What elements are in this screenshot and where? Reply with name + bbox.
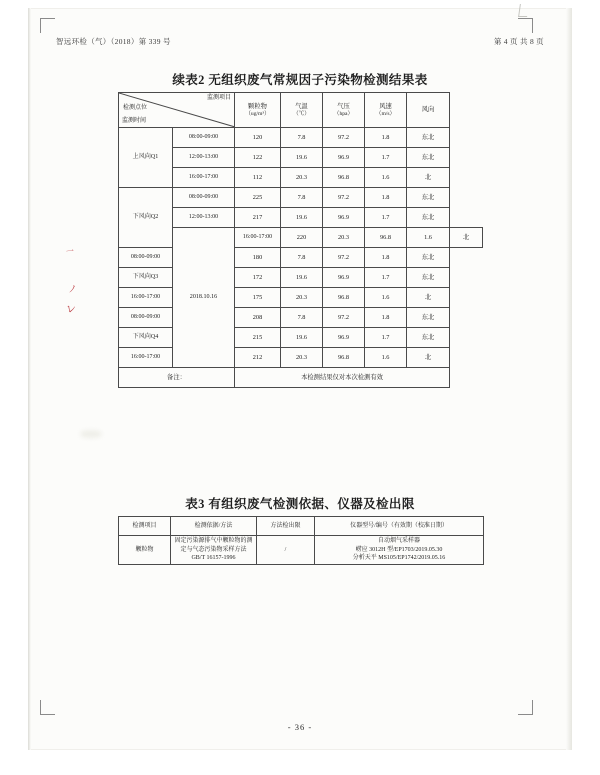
col-header-winddir [407,93,450,128]
cell-time: 08:00-09:00 [173,128,235,148]
sheet-edge-right [566,8,572,750]
handwritten-mark-2: ノ [67,283,78,295]
cell-pressure: 96.8 [323,168,365,188]
cell-method [171,536,257,565]
cell-windspeed: 1.8 [365,188,407,208]
cell-windspeed: 1.7 [365,268,407,288]
col-header-temp [281,93,323,128]
cell-windspeed: 1.8 [365,128,407,148]
sheet-edge-left [28,8,31,750]
remark-label: 备注： [119,368,235,388]
method-line-2: 定与气态污染物采样方法 [180,546,247,553]
point-label-q3: 下风向Q3 [119,268,173,288]
crop-mark-top-left [40,18,55,33]
cell-pm: 120 [235,128,281,148]
table3-header-row [119,517,484,536]
table2-header-row [119,93,483,128]
cell-pressure: 96.9 [323,328,365,348]
cell-temp: 7.8 [281,308,323,328]
cell-temp: 7.8 [281,248,323,268]
cell-pm: 217 [235,208,281,228]
col-header-detection-limit: 方法检出限 [257,517,315,536]
handwritten-mark-1: 一 [65,246,75,257]
col-header-temp-unit: （℃） [293,110,310,117]
cell-windspeed: 1.8 [365,248,407,268]
binding-mark [518,4,529,17]
col-header-pressure-unit: （hpa） [333,110,354,117]
cell-winddir: 东北 [407,308,450,328]
page-header [56,36,544,47]
cell-pressure: 96.9 [323,208,365,228]
cell-item: 颗粒物 [119,536,171,565]
cell-time: 16:00-17:00 [235,228,281,248]
cell-pressure: 97.2 [323,128,365,148]
col-header-method: 检测依据/方法 [171,517,257,536]
table2-title: 续表2 无组织废气常规因子污染物检测结果表 [172,73,428,87]
crop-mark-bottom-right [518,700,533,715]
cell-pressure: 96.8 [323,288,365,308]
crop-mark-bottom-left [40,700,55,715]
point-label-q1: 上风向Q1 [119,128,173,188]
cell-pm: 112 [235,168,281,188]
cell-pm: 215 [235,328,281,348]
cell-windspeed: 1.6 [365,168,407,188]
col-header-pm-name: 颗粒物 [248,102,267,110]
cell-temp: 20.3 [281,168,323,188]
remark-value: 本检测结果仅对本次检测有效 [235,368,450,388]
cell-pressure: 96.8 [323,348,365,368]
cell-pm: 212 [235,348,281,368]
corner-label-point: 检测点位 [123,105,148,111]
cell-time: 16:00-17:00 [173,168,235,188]
scan-smudge [80,430,102,438]
table3-wrapper [118,516,483,565]
col-header-temp-name: 气温 [295,102,308,110]
instrument-line-1: 自动烟气采样器 [377,538,420,544]
col-header-winddir-name: 风向 [421,106,435,114]
cell-temp: 19.6 [281,268,323,288]
cell-time: 12:00-13:00 [173,208,235,228]
cell-temp: 7.8 [281,128,323,148]
cell-time: 12:00-13:00 [173,148,235,168]
cell-instrument [315,536,484,565]
table2 [118,92,483,388]
date-cell: 2018.10.16 [173,228,235,368]
cell-winddir: 北 [450,228,483,248]
cell-detection-limit: / [257,536,315,565]
point-label-q2: 下风向Q2 [119,188,173,248]
method-line-3: GB/T 16157-1996 [191,555,236,562]
table2-wrapper [118,92,483,388]
table-row [119,536,484,565]
col-header-pm-unit: （ug/m³） [245,110,270,117]
cell-winddir: 北 [407,348,450,368]
col-header-instrument: 仪器型号/编号（有效期（校准日期） [315,517,484,536]
cell-winddir: 东北 [407,128,450,148]
table-row [119,168,483,188]
cell-pm: 208 [235,308,281,328]
col-header-pressure [323,93,365,128]
cell-pressure: 96.9 [323,148,365,168]
crop-mark-top-right [518,18,533,33]
col-header-pressure-name: 气压 [337,102,350,110]
report-number: 智远环检（气）（2018）第 339 号 [56,37,171,46]
handwritten-mark-3: レ [65,303,78,316]
col-header-windspeed-unit: （m/s） [375,110,396,117]
cell-windspeed: 1.7 [365,208,407,228]
cell-pressure: 96.9 [323,268,365,288]
table3-title: 表3 有组织废气检测依据、仪器及检出限 [185,497,415,511]
cell-pm: 225 [235,188,281,208]
col-header-item: 检测项目 [119,517,171,536]
cell-pm: 122 [235,148,281,168]
page-count: 第 4 页 共 8 页 [493,37,544,46]
cell-temp: 20.3 [323,228,365,248]
cell-time: 08:00-09:00 [119,308,173,328]
instrument-line-2: 崂应 3012H 型/EP1703/2019.05.30 [355,546,443,553]
table2-corner-cell [119,93,235,128]
cell-windspeed: 1.6 [365,348,407,368]
cell-temp: 19.6 [281,328,323,348]
cell-winddir: 东北 [407,148,450,168]
cell-temp: 19.6 [281,148,323,168]
cell-winddir: 东北 [407,248,450,268]
table-row [119,208,483,228]
table-row [119,228,483,248]
table3 [118,516,484,565]
cell-temp: 7.8 [281,188,323,208]
cell-pm: 175 [235,288,281,308]
table-row [119,188,483,208]
cell-time: 08:00-09:00 [173,188,235,208]
table-row [119,148,483,168]
cell-windspeed: 1.7 [365,148,407,168]
page-number: - 36 - [287,722,313,732]
table-row [119,128,483,148]
cell-pm: 172 [235,268,281,288]
cell-winddir: 东北 [407,188,450,208]
cell-pressure: 97.2 [323,308,365,328]
table2-remark-row [119,368,483,388]
cell-winddir: 东北 [407,268,450,288]
cell-time: 16:00-17:00 [119,348,173,368]
cell-windspeed: 1.7 [365,328,407,348]
corner-label-project: 监测项目 [206,95,231,101]
col-header-pm [235,93,281,128]
cell-windspeed: 1.8 [365,308,407,328]
cell-temp: 20.3 [281,348,323,368]
cell-time: 16:00-17:00 [119,288,173,308]
col-header-windspeed [365,93,407,128]
corner-label-time: 监测时间 [122,118,147,125]
cell-winddir: 东北 [407,208,450,228]
cell-winddir: 北 [407,168,450,188]
cell-pressure: 97.2 [323,248,365,268]
method-line-1: 固定污染源排气中颗粒物的测 [174,538,253,544]
cell-time: 08:00-09:00 [119,248,173,268]
cell-winddir: 北 [407,288,450,308]
cell-pressure: 97.2 [323,188,365,208]
col-header-windspeed-name: 风速 [379,102,392,110]
cell-windspeed: 1.6 [365,288,407,308]
cell-windspeed: 1.6 [407,228,450,248]
instrument-line-3: 分析天平 MS105/EP1742/2019.05.16 [352,555,446,562]
point-label-q4: 下风向Q4 [119,328,173,348]
cell-pressure: 96.8 [365,228,407,248]
cell-temp: 20.3 [281,288,323,308]
cell-pm: 220 [281,228,323,248]
cell-temp: 19.6 [281,208,323,228]
cell-pm: 180 [235,248,281,268]
cell-winddir: 东北 [407,328,450,348]
